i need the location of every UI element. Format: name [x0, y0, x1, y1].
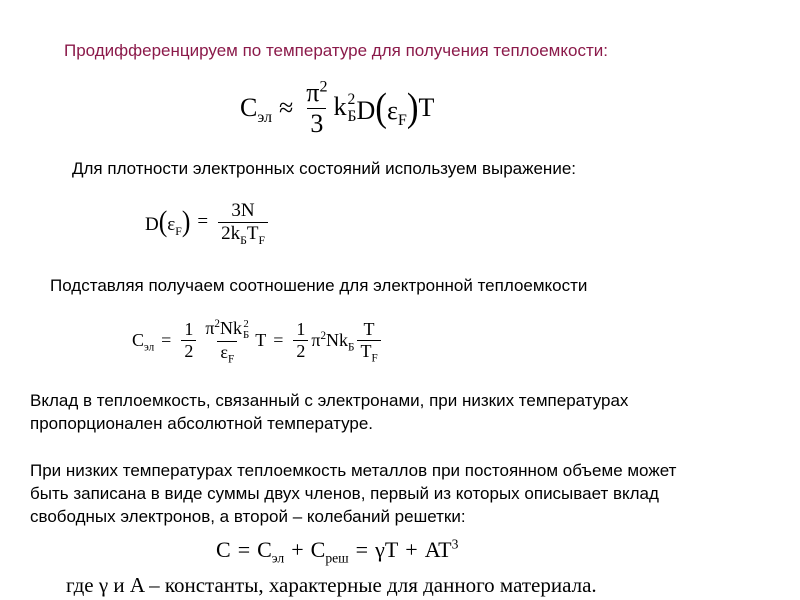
eq4-total: C — [216, 537, 231, 562]
eq4-electron-term: $C_{эл}$ — [257, 537, 285, 566]
eq4-plus-1: + — [291, 537, 304, 562]
density-intro-text: Для плотности электронных состояний используем выражение: — [72, 159, 576, 178]
formula-density-of-states — [145, 200, 271, 245]
eq3-temperature: T — [255, 329, 267, 350]
contribution-line-1: Вклад в теплоемкость, связанный с электронами, при низких температурах — [30, 391, 629, 410]
eq3-lhs: $C_{эл}$ — [132, 329, 155, 354]
eq3-equals-1: = — [161, 329, 172, 350]
eq4-equals-2: = — [355, 537, 369, 562]
formula-total-heat-capacity — [216, 536, 459, 566]
eq4-lattice-term: $C_{реш}$ — [310, 537, 349, 566]
eq4-equals-1: = — [237, 537, 251, 562]
low-temp-line-1: При низких температурах теплоемкость металлов при постоянном объеме может — [30, 461, 677, 480]
eq1-lhs: $C_{эл}$ — [240, 93, 273, 127]
substitution-text: Подставляя получаем соотношение для электронной теплоемкости — [50, 276, 588, 295]
eq3-middle-term: $\pi^2Nk_Б$ — [311, 329, 355, 354]
conclusion-text: где γ и A – константы, характерные для данного материала. — [66, 573, 597, 597]
eq2-lhs: $D(\varepsilon_F)$ — [145, 204, 191, 238]
formula-electron-heat-capacity-expanded — [132, 317, 384, 366]
contribution-line-2: пропорционален абсолютной температуре. — [30, 414, 374, 433]
eq1-approx: ≈ — [279, 93, 294, 123]
eq1-boltzmann: k 2 Б — [333, 91, 357, 125]
eq3-temperature-ratio: $\frac{T}{T_F}$ — [357, 319, 380, 361]
eq4-cubic-term: $AT^3$ — [424, 536, 459, 562]
eq3-equals-2: = — [273, 329, 284, 350]
eq1-temperature: T — [418, 93, 435, 123]
eq2-fraction: $\frac{3N}{2k_БT_F}$ — [218, 200, 268, 245]
eq4-gamma-term: γT — [375, 537, 399, 562]
eq1-density: $D(\varepsilon_F)$ — [356, 85, 419, 131]
eq3-half-1: $\frac{1}{2}$ — [181, 319, 196, 361]
low-temp-line-2: быть записана в виде суммы двух членов, первый из которых описывает вклад — [30, 484, 659, 503]
eq2-equals: = — [197, 211, 209, 233]
slide-title: Продифференцируем по температуре для получения теплоемкости: — [64, 41, 608, 60]
formula-electron-heat-capacity — [240, 78, 434, 139]
eq3-half-2: $\frac{1}{2}$ — [293, 319, 308, 361]
eq3-main-fraction: $\pi^2Nk$ 2 Б $\varepsilon_F$ — [205, 317, 250, 366]
low-temp-line-3: свободных электронов, а второй – колебаний решетки: — [30, 507, 466, 526]
eq1-fraction: $\frac{\pi^2}{3}$ — [306, 78, 328, 138]
eq4-plus-2: + — [405, 537, 418, 562]
